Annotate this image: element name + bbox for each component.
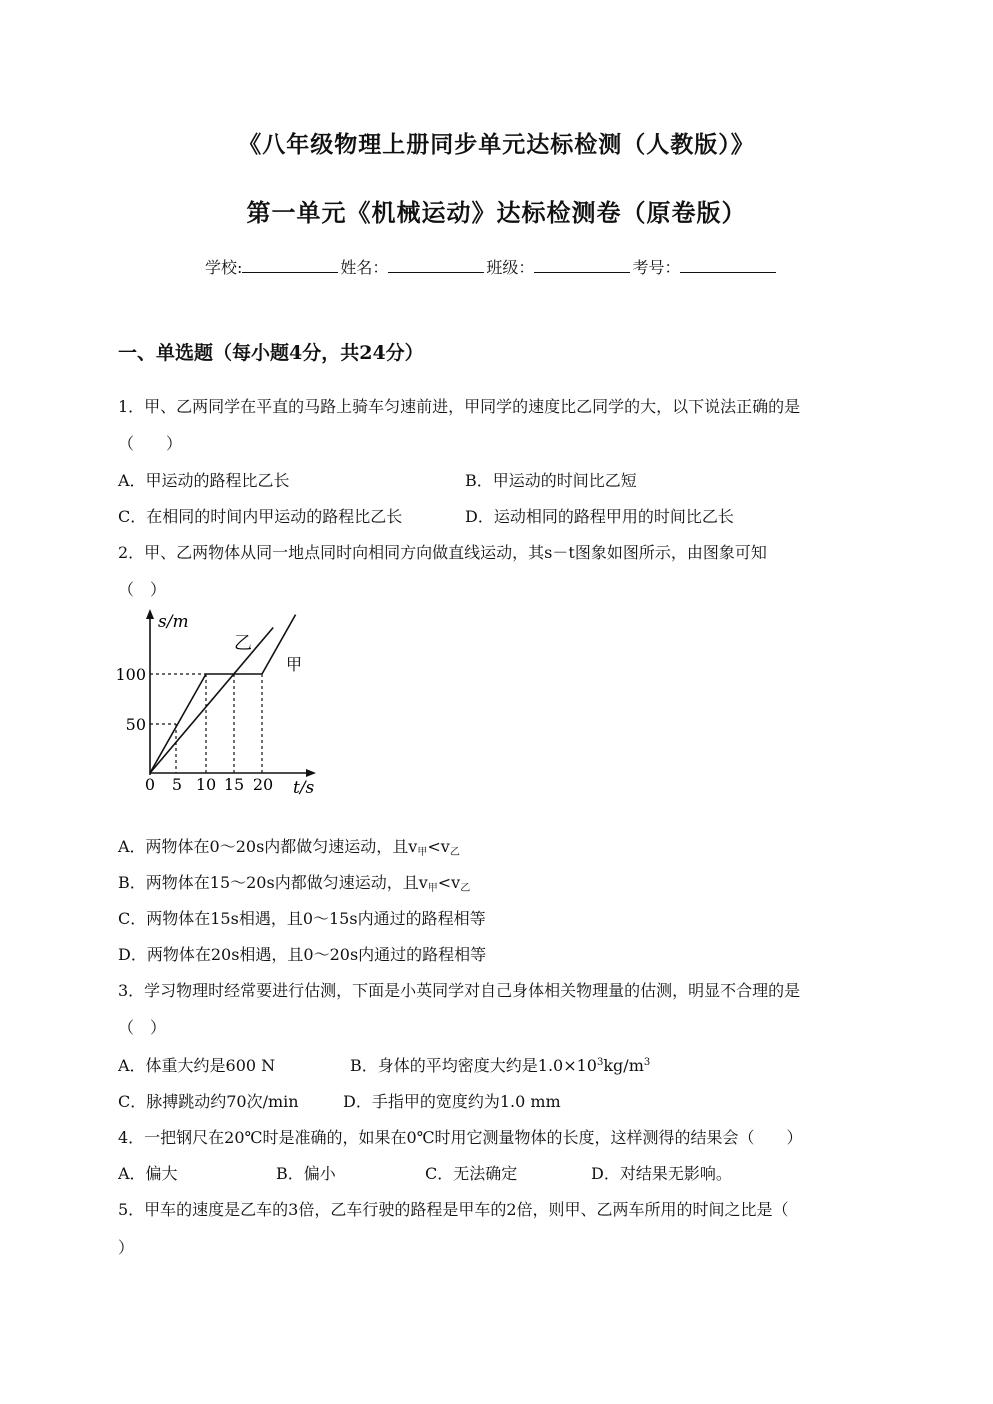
y-axis-arrow bbox=[146, 609, 154, 619]
document-subtitle: 第一单元《机械运动》达标检测卷（原卷版） bbox=[246, 198, 747, 227]
q3-stem: 3．学习物理时经常要进行估测，下面是小英同学对自己身体相关物理量的估测，明显不合理的是 bbox=[118, 981, 801, 1000]
q3-option-d: D．手指甲的宽度约为1.0 mm bbox=[343, 1092, 561, 1111]
guide-lines bbox=[150, 674, 262, 773]
s-t-graph bbox=[110, 605, 330, 800]
series-yi-line bbox=[150, 628, 273, 774]
document-title: 《八年级物理上册同步单元达标检测（人教版）》 bbox=[238, 131, 755, 158]
student-info-line bbox=[205, 255, 778, 278]
q3-option-a: A．体重大约是600 N bbox=[118, 1056, 276, 1075]
q2-option-b: B．两物体在15～20s内都做匀速运动，且$v_甲<v_乙$ bbox=[118, 873, 471, 894]
q1-option-d: D．运动相同的路程甲用的时间比乙长 bbox=[465, 507, 734, 526]
series-jia-label: 甲 bbox=[286, 655, 303, 674]
school-label: 学校: bbox=[205, 258, 243, 277]
class-blank[interactable] bbox=[534, 256, 630, 273]
x-tick-10: 10 bbox=[195, 775, 217, 794]
x-tick-0: 0 bbox=[144, 775, 156, 794]
q2-option-c: C．两物体在15s相遇，且0～15s内通过的路程相等 bbox=[118, 909, 486, 928]
q4-option-a: A．偏大 bbox=[118, 1164, 178, 1183]
q1-stem: 1．甲、乙两同学在平直的马路上骑车匀速前进，甲同学的速度比乙同学的大，以下说法正确的是 bbox=[118, 397, 801, 416]
q5-stem: 5．甲车的速度是乙车的3倍，乙车行驶的路程是甲车的2倍，则甲、乙两车所用的时间之比是（ bbox=[118, 1200, 789, 1219]
q1-option-a: A．甲运动的路程比乙长 bbox=[118, 471, 290, 490]
y-axis-label: s/m bbox=[158, 612, 189, 632]
y-tick-50: 50 bbox=[125, 715, 146, 734]
series-yi-label: 乙 bbox=[234, 633, 252, 654]
school-blank[interactable] bbox=[242, 256, 338, 273]
q2-stem: 2．甲、乙两物体从同一地点同时向相同方向做直线运动，其s－t图象如图所示，由图象可知 bbox=[118, 543, 767, 562]
q2-option-d: D．两物体在20s相遇，且0～20s内通过的路程相等 bbox=[118, 945, 487, 964]
x-tick-20: 20 bbox=[252, 775, 274, 794]
q1-option-b: B．甲运动的时间比乙短 bbox=[465, 471, 637, 490]
q5-paren: ） bbox=[118, 1238, 135, 1257]
q4-option-d: D．对结果无影响。 bbox=[591, 1164, 732, 1183]
x-axis-label: t/s bbox=[293, 778, 315, 798]
x-axis-arrow bbox=[306, 769, 316, 777]
q1-paren: （ ） bbox=[118, 434, 183, 453]
q4-stem: 4．一把钢尺在20℃时是准确的，如果在0℃时用它测量物体的长度，这样测得的结果会（ ） bbox=[118, 1128, 803, 1147]
y-tick-100: 100 bbox=[115, 665, 146, 684]
q2-paren: （ ） bbox=[118, 580, 167, 599]
q3-paren: （ ） bbox=[118, 1018, 167, 1037]
q3-option-c: C．脉搏跳动约70次/min bbox=[118, 1092, 299, 1111]
x-tick-15: 15 bbox=[223, 775, 245, 794]
q2-option-a: A．两物体在0～20s内都做匀速运动，且$v_甲<v_乙$ bbox=[118, 837, 460, 858]
x-tick-5: 5 bbox=[171, 775, 183, 794]
q4-option-c: C．无法确定 bbox=[425, 1164, 518, 1183]
section-heading: 一、单选题（每小题4分，共24分） bbox=[118, 342, 424, 364]
q1-option-c: C．在相同的时间内甲运动的路程比乙长 bbox=[118, 507, 403, 526]
name-label: 姓名： bbox=[340, 258, 389, 277]
number-blank[interactable] bbox=[680, 256, 776, 273]
q3-option-b: B．身体的平均密度大约是$1.0\times 10^3kg/m^3$ bbox=[350, 1056, 651, 1075]
class-label: 班级： bbox=[486, 258, 535, 277]
name-blank[interactable] bbox=[388, 256, 484, 273]
number-label: 考号： bbox=[632, 258, 681, 277]
series-jia-line bbox=[150, 615, 296, 773]
q4-option-b: B．偏小 bbox=[276, 1164, 336, 1183]
